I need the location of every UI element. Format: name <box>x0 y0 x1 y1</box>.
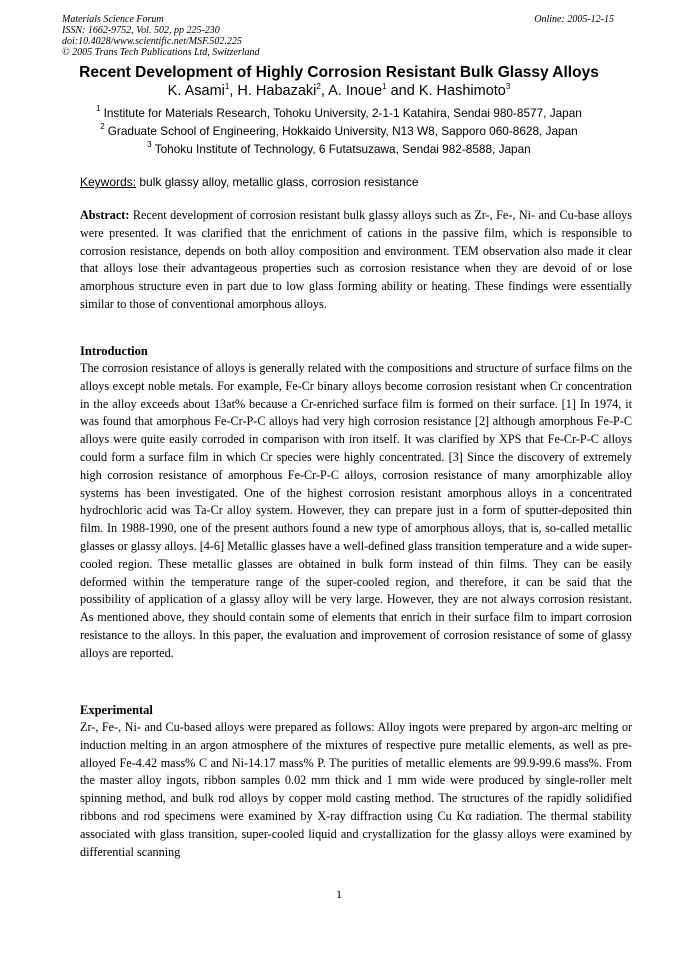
author-name: H. Habazaki <box>237 83 317 99</box>
author-separator: and <box>386 83 419 99</box>
affiliation-sup: 1 <box>96 104 101 113</box>
affiliation-2 <box>0 122 678 138</box>
experimental-heading: Experimental <box>80 703 153 717</box>
introduction-paragraph: The corrosion resistance of alloys is generally related with the compositions and structure of surface films on the alloys except noble metals. For example, Fe-Cr binary alloys become corrosion resistant when Cr concentration in the alloy exceeds about 13at% because a Cr-enriched surface film is formed on their surface. [1] In 1974, it was found that amorphous Fe-Cr-P-C alloys had very high corrosion resistance [2] although amorphous Fe-P-C alloys were quite easily corroded in comparison with iron itself. It was clarified by XPS that Fe-Cr-P-C alloys could form a surface film in which Cr species were highly concentrated. [3] Since the discovery of extremely high corrosion resistance of amorphous Fe-Cr-P-C alloys, corrosion resistance of many amorphizable alloy systems has been investigated. One of the highest corrosion resistant amorphous alloys in a concentrated hydrochloric acid was Ta-Cr alloy system. However, they can prepare just in a form of sputter-deposited thin film. In 1988-1990, one of the present authors found a new type of amorphous alloys, that is, so-called metallic glasses or glassy alloys. [4-6] Metallic glasses have a well-defined glass transition temperature and a wide super-cooled region. These metallic glasses are obtained in bulk form instead of thin films. They can be easily deformed within the temperature range of the super-cooled region, and therefore, it can be said that the possibility of application of a glassy alloy will be very large. However, they are not always corrosion resistant. As mentioned above, they should contain some of elements that enrich in their surface film to impart corrosion resistance to the alloys. In this paper, the evaluation and improvement of corrosion resistance of some of glassy alloys are reported. <box>80 361 632 660</box>
author-name: A. Inoue <box>328 83 383 99</box>
affiliation-sup: 2 <box>100 122 105 131</box>
affiliation-sup: 3 <box>147 140 152 149</box>
keywords-label: Keywords: <box>80 175 137 189</box>
doi-line: doi:10.4028/www.scientific.net/MSF.502.225 <box>62 36 242 47</box>
author-sup: 3 <box>505 82 511 91</box>
affiliation-text: Institute for Materials Research, Tohoku University, 2-1-1 Katahira, Sendai 980-8577, Japan <box>103 106 582 120</box>
paper-title: Recent Development of Highly Corrosion Resistant Bulk Glassy Alloys <box>79 64 599 81</box>
author-list <box>0 82 678 99</box>
affiliation-text: Tohoku Institute of Technology, 6 Futatsuzawa, Sendai 982-8588, Japan <box>154 142 531 156</box>
journal-name: Materials Science Forum <box>62 14 164 25</box>
affiliation-3 <box>0 140 678 156</box>
online-date: Online: 2005-12-15 <box>534 14 614 25</box>
keywords-text: bulk glassy alloy, metallic glass, corrosion resistance <box>136 175 419 189</box>
author-sup: 1 <box>224 82 230 91</box>
experimental-paragraph: Zr-, Fe-, Ni- and Cu-based alloys were prepared as follows: Alloy ingots were prepared by argon-arc melting or induction melting in an argon atmosphere of the mixtures of respective pure metallic elements, as well as pre-alloyed Fe-4.42 mass% C and Ni-14.17 mass% P. The purities of metallic elements are 99.9-99.6 mass%. From the master alloy ingots, ribbon samples 0.02 mm thick and 1 mm wide were produced by single-roller melt spinning method, and bulk rod alloys by copper mold casting method. The structures of the rapidly solidified ribbons and rod specimens were examined by X-ray diffraction using Cu Kα radiation. The thermal stability associated with glass transition, super-cooled liquid and crystallization for the glassy alloys were examined by differential scanning <box>80 720 632 859</box>
affiliation-text: Graduate School of Engineering, Hokkaido University, N13 W8, Sapporo 060-8628, Japan <box>107 124 578 138</box>
author-separator: , <box>229 83 238 99</box>
author-name: K. Asami <box>167 83 225 99</box>
author-sup: 2 <box>316 82 321 91</box>
issn-line: ISSN: 1662-9752, Vol. 502, pp 225-230 <box>62 25 220 36</box>
author-name: K. Hashimoto <box>418 83 506 99</box>
journal-header <box>62 14 622 58</box>
author-separator: , <box>320 83 329 99</box>
copyright-line: © 2005 Trans Tech Publications Ltd, Switzerland <box>62 47 260 58</box>
author-sup: 1 <box>382 82 387 91</box>
introduction-heading: Introduction <box>80 344 148 358</box>
affiliation-1 <box>0 104 678 120</box>
abstract-paragraph <box>80 207 632 314</box>
abstract-label: Abstract: <box>80 208 130 222</box>
keywords-line <box>80 175 640 189</box>
page-number: 1 <box>336 887 342 901</box>
abstract-text: Recent development of corrosion resistant bulk glassy alloys such as Zr-, Fe-, Ni- and Cu-base alloys were presented. It was clarified that the enrichment of cations in the passive film, which is responsible to corrosion resistance, depends on both alloy composition and environment. TEM observation also made it clear that alloys lose their advantageous properties such as corrosion resistance when they are devoid of or lose amorphous structure even in part due to low glass forming ability or heating. These findings were essentially similar to those of conventional amorphous alloys. <box>80 208 632 311</box>
